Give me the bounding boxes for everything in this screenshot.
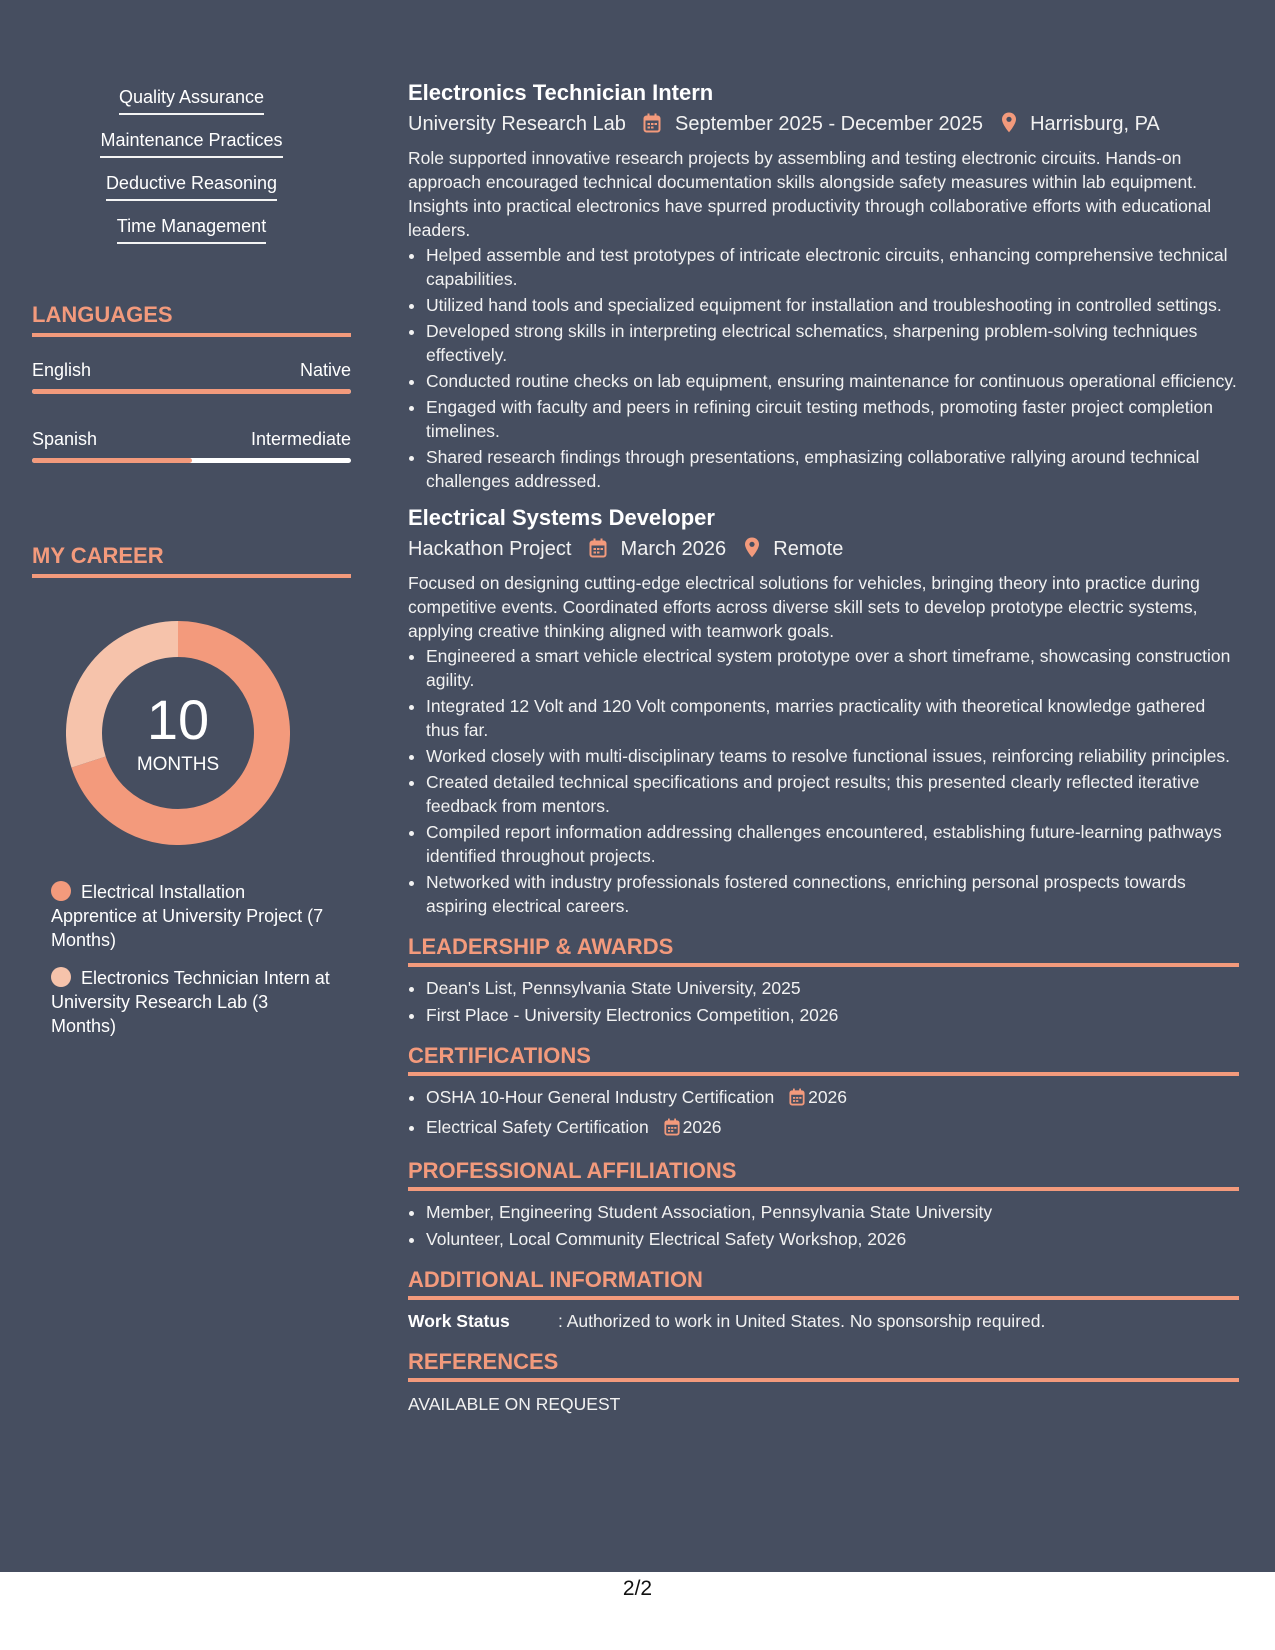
skill-item: Time Management [117, 214, 266, 244]
job-entry [408, 78, 1239, 493]
job-bullets [408, 243, 1239, 493]
job-title: Electrical Systems Developer [408, 505, 715, 530]
calendar-icon [789, 1088, 805, 1112]
language-proficiency-bar [32, 389, 351, 394]
job-bullet: • Integrated 12 Volt and 120 Volt components, marries practicality with theoretical knowledge gathered thus far. [426, 694, 1239, 742]
affiliations-heading: PROFESSIONAL AFFILIATIONS [408, 1156, 1239, 1191]
work-status-value: : Authorized to work in United States. No sponsorship required. [558, 1311, 1046, 1331]
job-bullet: • Compiled report information addressing challenges encountered, establishing future-learning pathways identified throughout projects. [426, 820, 1239, 868]
legend-dot [51, 881, 71, 901]
leadership-list [408, 976, 1239, 1027]
job-bullet: • Developed strong skills in interpreting electrical schematics, sharpening problem-solving techniques effectively. [426, 319, 1239, 367]
job-bullet: • Utilized hand tools and specialized equipment for installation and troubleshooting in controlled settings. [426, 293, 1239, 317]
job-company: Hackathon Project [408, 538, 572, 560]
certification-year: 2026 [682, 1117, 722, 1137]
job-bullets [408, 644, 1239, 918]
job-bullet: • Engineered a smart vehicle electrical system prototype over a short timeframe, showcasing construction agility. [426, 644, 1239, 692]
affiliation-item: • Volunteer, Local Community Electrical Safety Workshop, 2026 [426, 1227, 1239, 1251]
language-name: Spanish [32, 429, 98, 449]
job-location: Harrisburg, PA [1030, 113, 1160, 135]
affiliations-list [408, 1200, 1239, 1251]
job-location: Remote [773, 538, 844, 560]
job-bullet: • Created detailed technical specifications and project results; this presented clearly reflected iterative feedback from mentors. [426, 770, 1239, 818]
skill-item: Quality Assurance [119, 85, 264, 115]
job-meta [408, 110, 1239, 141]
work-status-label: Work Status [408, 1311, 510, 1331]
main-content [408, 78, 1239, 1416]
certification-item [426, 1085, 1239, 1112]
location-pin-icon [744, 537, 760, 566]
language-proficiency-fill [32, 458, 192, 463]
skills-list [32, 85, 351, 257]
job-dates: September 2025 - December 2025 [675, 113, 983, 135]
language-name: English [32, 360, 92, 380]
legend-dot [51, 967, 71, 987]
job-company: University Research Lab [408, 113, 626, 135]
page-number: 2/2 [622, 1577, 653, 1600]
work-status-row [408, 1309, 1239, 1333]
job-bullet: • Shared research findings through presentations, emphasizing collaborative rallying around technical challenges addressed. [426, 445, 1239, 493]
calendar-icon [589, 538, 607, 566]
certifications-list [408, 1085, 1239, 1142]
skill-item: Maintenance Practices [100, 128, 282, 158]
certification-name: Electrical Safety Certification [426, 1117, 649, 1137]
career-total-unit: MONTHS [136, 754, 220, 775]
job-dates: March 2026 [620, 538, 727, 560]
job-summary: Focused on designing cutting-edge electrical solutions for vehicles, bringing theory into practice during competitive events. Coordinated efforts across diverse skill sets to develop prototype electric systems, applying creative thinking aligned with teamwork goals. [408, 573, 1200, 641]
calendar-icon [643, 113, 661, 141]
skill-item: Deductive Reasoning [106, 171, 277, 201]
additional-info-heading: ADDITIONAL INFORMATION [408, 1265, 1239, 1300]
job-meta [408, 535, 1239, 566]
leadership-heading: LEADERSHIP & AWARDS [408, 932, 1239, 967]
references-text: AVAILABLE ON REQUEST [408, 1394, 621, 1414]
languages-heading: LANGUAGES [32, 300, 351, 337]
language-proficiency-bar [32, 458, 351, 463]
certification-item [426, 1115, 1239, 1142]
legend-label: Electrical Installation Apprentice at University Project (7 Months) [51, 882, 324, 950]
job-bullet: • Helped assemble and test prototypes of intricate electronic circuits, enhancing comprehensive technical capabilities. [426, 243, 1239, 291]
leadership-item: • Dean's List, Pennsylvania State University, 2025 [426, 976, 1239, 1000]
job-bullet: • Conducted routine checks on lab equipment, ensuring maintenance for continuous operational efficiency. [426, 369, 1239, 393]
references-heading: REFERENCES [408, 1347, 1239, 1382]
job-bullet: • Worked closely with multi-disciplinary teams to resolve functional issues, reinforcing reliability principles. [426, 744, 1239, 768]
job-title: Electronics Technician Intern [408, 80, 714, 105]
job-summary: Role supported innovative research projects by assembling and testing electronic circuits. Hands-on approach encouraged technical documentation skills alongside safety measures within lab equipment. Insights into practical electronics have spurred productivity through collaborative efforts with educational leaders. [408, 148, 1212, 240]
location-pin-icon [1001, 112, 1017, 141]
career-legend-item [51, 966, 331, 1038]
certifications-heading: CERTIFICATIONS [408, 1041, 1239, 1076]
certification-year: 2026 [808, 1087, 848, 1107]
job-bullet: • Networked with industry professionals fostered connections, enriching personal prospects towards aspiring electrical careers. [426, 870, 1239, 918]
certification-name: OSHA 10-Hour General Industry Certification [426, 1087, 775, 1107]
career-total-number: 10 [146, 688, 210, 751]
career-legend-item [51, 880, 331, 952]
job-bullet: • Engaged with faculty and peers in refining circuit testing methods, promoting faster project completion timelines. [426, 395, 1239, 443]
affiliation-item: • Member, Engineering Student Association, Pennsylvania State University [426, 1200, 1239, 1224]
language-level: Intermediate [250, 429, 351, 449]
language-level: Native [299, 360, 351, 380]
language-proficiency-fill [32, 389, 351, 394]
job-entry [408, 503, 1239, 918]
career-heading: MY CAREER [32, 541, 351, 578]
legend-label: Electronics Technician Intern at University Research Lab (3 Months) [51, 968, 330, 1036]
leadership-item: • First Place - University Electronics Competition, 2026 [426, 1003, 1239, 1027]
calendar-icon [664, 1118, 680, 1142]
